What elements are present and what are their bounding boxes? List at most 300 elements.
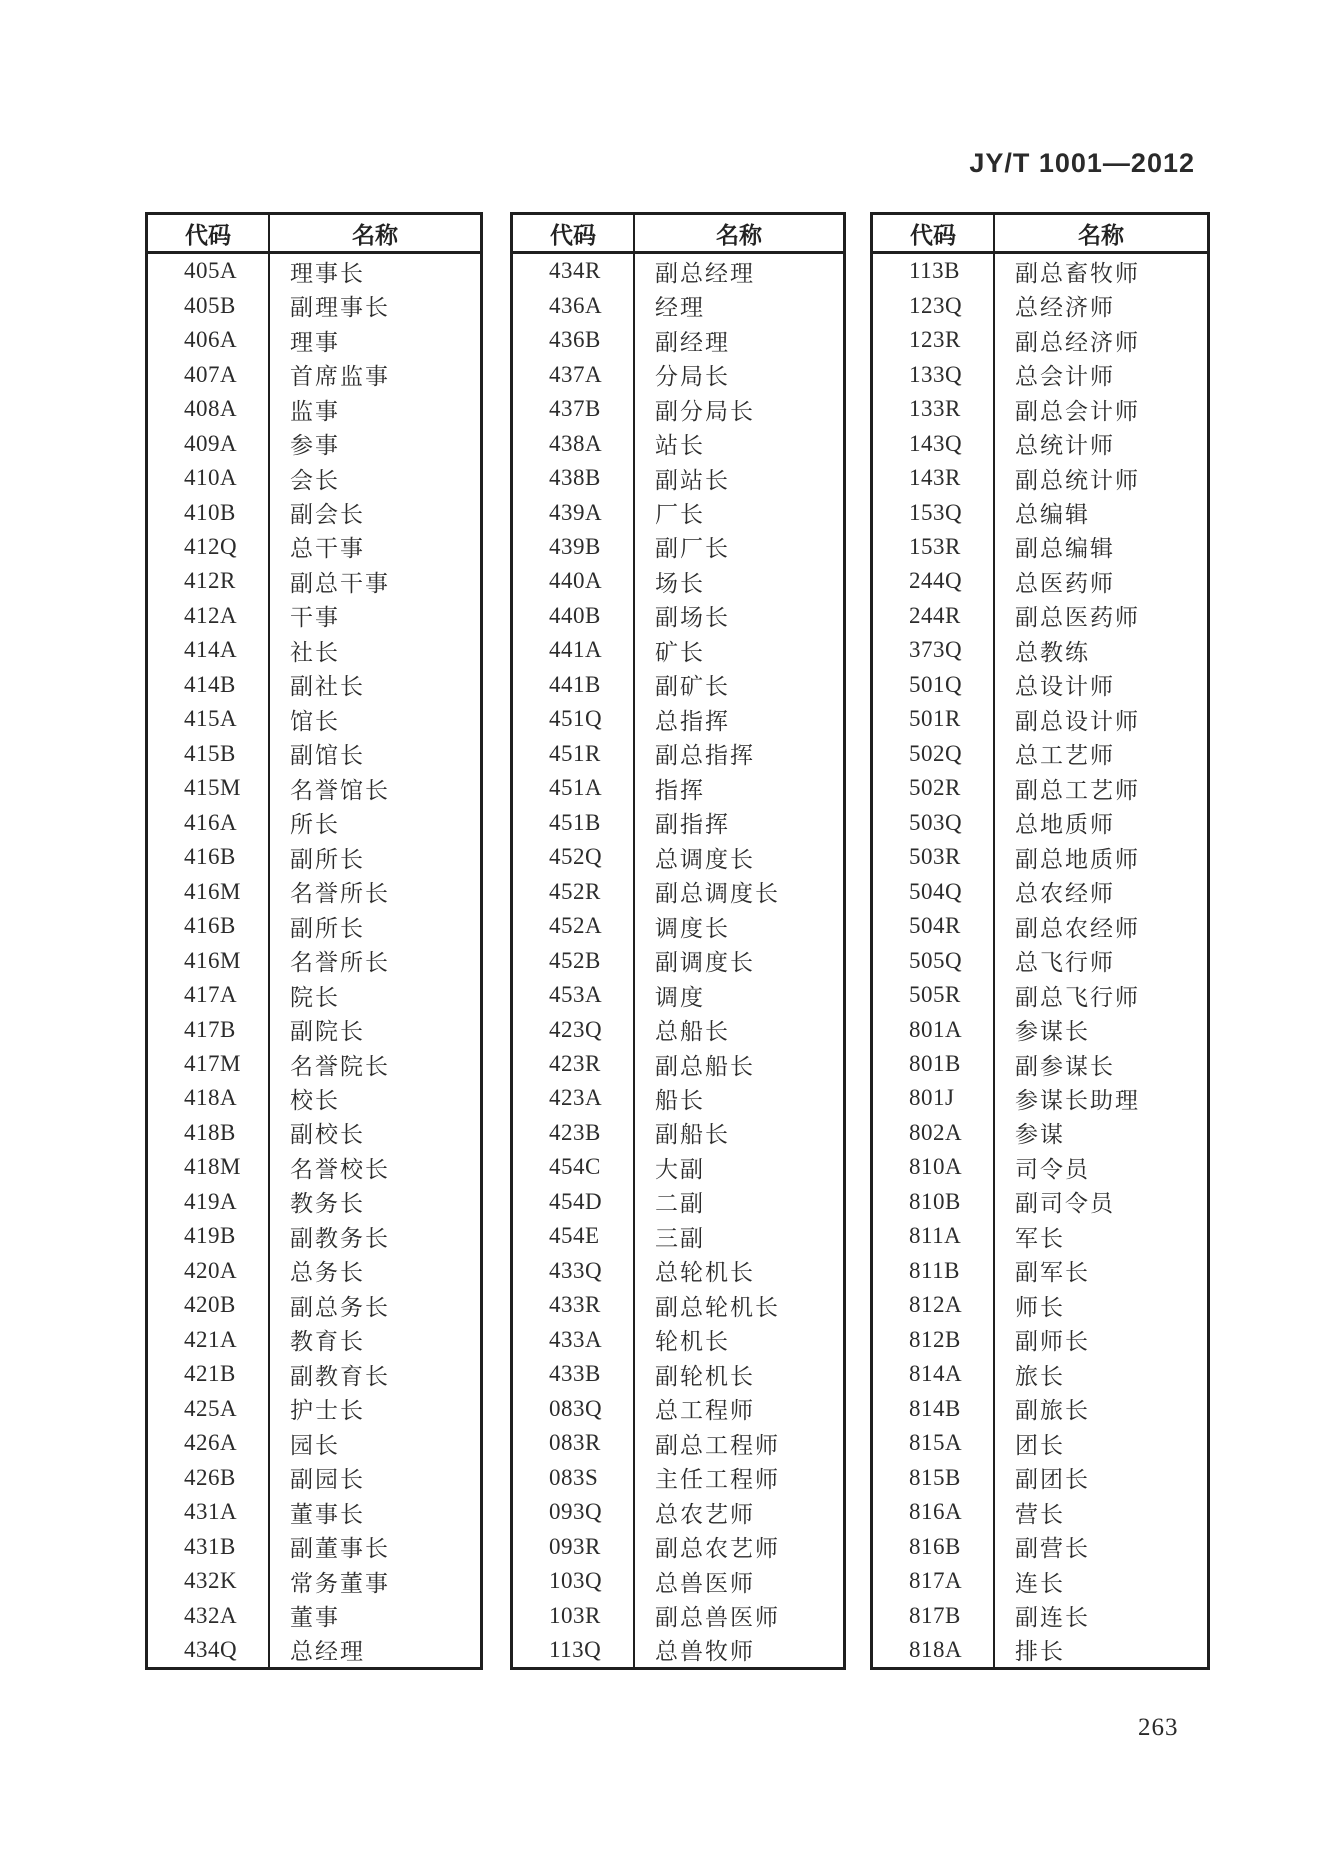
- code-cell: 818A: [873, 1633, 995, 1667]
- name-cell: 连长: [1015, 1570, 1065, 1596]
- table-row: [873, 564, 1207, 598]
- name-cell: 副总轮机长: [655, 1294, 780, 1320]
- table-row: [513, 909, 843, 943]
- code-cell: 504R: [873, 909, 995, 943]
- name-cell: 参谋: [1015, 1122, 1065, 1148]
- code-cell: 244R: [873, 599, 995, 633]
- code-cell: 811A: [873, 1219, 995, 1253]
- name-cell: 副总指挥: [655, 743, 755, 769]
- table-row: [148, 1426, 480, 1460]
- name-cell: 总医药师: [1015, 570, 1115, 596]
- name-cell: 总农艺师: [655, 1501, 755, 1527]
- table-row: [148, 599, 480, 633]
- name-cell: 副总飞行师: [1015, 984, 1140, 1010]
- table-row: [873, 1391, 1207, 1425]
- table-row: [873, 771, 1207, 805]
- code-cell: 083R: [513, 1426, 635, 1460]
- name-cell: 护士长: [290, 1398, 365, 1424]
- code-cell: 416M: [148, 943, 270, 977]
- table-row: [148, 1495, 480, 1529]
- table-row: [148, 1185, 480, 1219]
- name-cell: 副总医药师: [1015, 605, 1140, 631]
- table-row: [873, 357, 1207, 391]
- table-row: [873, 737, 1207, 771]
- name-cell: 副师长: [1015, 1329, 1090, 1355]
- name-cell: 分局长: [655, 364, 730, 390]
- code-cell: 407A: [148, 357, 270, 391]
- code-cell: 439A: [513, 495, 635, 529]
- name-cell: 排长: [1015, 1639, 1065, 1665]
- table-row: [513, 1598, 843, 1632]
- code-cell: 419B: [148, 1219, 270, 1253]
- name-cell: 副营长: [1015, 1536, 1090, 1562]
- code-cell: 433R: [513, 1288, 635, 1322]
- code-cell: 451A: [513, 771, 635, 805]
- name-cell: 副司令员: [1015, 1191, 1115, 1217]
- name-cell: 教务长: [290, 1191, 365, 1217]
- code-cell: 436A: [513, 288, 635, 322]
- table-row: [873, 254, 1207, 288]
- table-row: [873, 806, 1207, 840]
- name-cell: 副院长: [290, 1019, 365, 1045]
- name-cell: 副总会计师: [1015, 398, 1140, 424]
- name-cell: 总指挥: [655, 708, 730, 734]
- table-row: [513, 1150, 843, 1184]
- name-cell: 司令员: [1015, 1156, 1090, 1182]
- table-row: [873, 1185, 1207, 1219]
- code-cell: 423A: [513, 1081, 635, 1115]
- name-cell: 首席监事: [290, 364, 390, 390]
- table-row: [148, 702, 480, 736]
- table-row: [513, 943, 843, 977]
- name-cell: 董事: [290, 1605, 340, 1631]
- code-cell: 801A: [873, 1012, 995, 1046]
- code-cell: 503Q: [873, 806, 995, 840]
- table-row: [873, 461, 1207, 495]
- table-row: [513, 1012, 843, 1046]
- table-header-row: [513, 215, 843, 254]
- name-cell: 总地质师: [1015, 812, 1115, 838]
- table-row: [148, 806, 480, 840]
- code-cell: 415B: [148, 737, 270, 771]
- name-cell: 副总经济师: [1015, 329, 1140, 355]
- table-row: [148, 288, 480, 322]
- code-cell: 423Q: [513, 1012, 635, 1046]
- code-cell: 801B: [873, 1047, 995, 1081]
- table-row: [873, 668, 1207, 702]
- table-body: [513, 254, 843, 1667]
- table-row: [148, 254, 480, 288]
- code-cell: 815B: [873, 1460, 995, 1494]
- code-cell: 410B: [148, 495, 270, 529]
- code-cell: 432K: [148, 1564, 270, 1598]
- name-cell: 大副: [655, 1156, 705, 1182]
- code-cell: 434R: [513, 254, 635, 288]
- code-cell: 123Q: [873, 288, 995, 322]
- table-row: [873, 943, 1207, 977]
- name-cell: 总干事: [290, 536, 365, 562]
- code-cell: 421B: [148, 1357, 270, 1391]
- column-header-name: 名称: [716, 221, 762, 248]
- table-row: [873, 1081, 1207, 1115]
- table-row: [148, 392, 480, 426]
- name-cell: 副军长: [1015, 1260, 1090, 1286]
- code-cell: 810B: [873, 1185, 995, 1219]
- code-cell: 153R: [873, 530, 995, 564]
- table-row: [513, 357, 843, 391]
- name-cell: 副总农经师: [1015, 915, 1140, 941]
- table-row: [873, 874, 1207, 908]
- name-cell: 总船长: [655, 1019, 730, 1045]
- name-cell: 厂长: [655, 502, 705, 528]
- name-cell: 干事: [290, 605, 340, 631]
- code-cell: 815A: [873, 1426, 995, 1460]
- table-row: [148, 874, 480, 908]
- name-cell: 调度长: [655, 915, 730, 941]
- code-cell: 437B: [513, 392, 635, 426]
- code-cell: 452A: [513, 909, 635, 943]
- code-cell: 440A: [513, 564, 635, 598]
- name-cell: 副理事长: [290, 295, 390, 321]
- code-cell: 417M: [148, 1047, 270, 1081]
- code-cell: 423B: [513, 1116, 635, 1150]
- table-row: [513, 1254, 843, 1288]
- name-cell: 社长: [290, 639, 340, 665]
- name-cell: 副所长: [290, 846, 365, 872]
- code-cell: 420A: [148, 1254, 270, 1288]
- table-row: [873, 1598, 1207, 1632]
- column-header-code: 代码: [513, 215, 635, 251]
- table-row: [873, 426, 1207, 460]
- table-row: [513, 1185, 843, 1219]
- code-cell: 812A: [873, 1288, 995, 1322]
- name-cell: 总教练: [1015, 639, 1090, 665]
- table-row: [873, 1012, 1207, 1046]
- code-cell: 143Q: [873, 426, 995, 460]
- table-row: [513, 323, 843, 357]
- name-cell: 副总调度长: [655, 881, 780, 907]
- code-cell: 416B: [148, 909, 270, 943]
- name-cell: 场长: [655, 570, 705, 596]
- name-cell: 副教育长: [290, 1363, 390, 1389]
- table-row: [148, 1460, 480, 1494]
- table-row: [148, 461, 480, 495]
- name-cell: 总工艺师: [1015, 743, 1115, 769]
- table-row: [873, 702, 1207, 736]
- table-row: [148, 1254, 480, 1288]
- name-cell: 会长: [290, 467, 340, 493]
- code-cell: 153Q: [873, 495, 995, 529]
- name-cell: 轮机长: [655, 1329, 730, 1355]
- name-cell: 师长: [1015, 1294, 1065, 1320]
- table-row: [873, 530, 1207, 564]
- table-row: [513, 771, 843, 805]
- code-cell: 420B: [148, 1288, 270, 1322]
- name-cell: 名誉院长: [290, 1053, 390, 1079]
- code-cell: 454D: [513, 1185, 635, 1219]
- code-cell: 505Q: [873, 943, 995, 977]
- table-row: [513, 1047, 843, 1081]
- table-row: [873, 1116, 1207, 1150]
- name-cell: 参谋长助理: [1015, 1087, 1140, 1113]
- code-cell: 811B: [873, 1254, 995, 1288]
- table-header-row: [873, 215, 1207, 254]
- table-row: [873, 599, 1207, 633]
- name-cell: 副总工程师: [655, 1432, 780, 1458]
- table-row: [513, 668, 843, 702]
- code-cell: 083S: [513, 1460, 635, 1494]
- table-row: [148, 1288, 480, 1322]
- table-row: [513, 1391, 843, 1425]
- name-cell: 总飞行师: [1015, 950, 1115, 976]
- table-row: [148, 840, 480, 874]
- code-cell: 418M: [148, 1150, 270, 1184]
- name-cell: 总调度长: [655, 846, 755, 872]
- name-cell: 副总畜牧师: [1015, 260, 1140, 286]
- name-cell: 馆长: [290, 708, 340, 734]
- name-cell: 副馆长: [290, 743, 365, 769]
- code-cell: 412A: [148, 599, 270, 633]
- name-cell: 团长: [1015, 1432, 1065, 1458]
- code-cell: 133R: [873, 392, 995, 426]
- table-row: [148, 1116, 480, 1150]
- table-row: [513, 392, 843, 426]
- table-row: [148, 668, 480, 702]
- name-cell: 副总农艺师: [655, 1536, 780, 1562]
- table-row: [148, 564, 480, 598]
- code-cell: 412Q: [148, 530, 270, 564]
- name-cell: 监事: [290, 398, 340, 424]
- table-body: [873, 254, 1207, 1667]
- code-cell: 814B: [873, 1391, 995, 1425]
- name-cell: 总轮机长: [655, 1260, 755, 1286]
- code-cell: 503R: [873, 840, 995, 874]
- code-cell: 421A: [148, 1323, 270, 1357]
- code-cell: 410A: [148, 461, 270, 495]
- table-row: [148, 1047, 480, 1081]
- name-cell: 副参谋长: [1015, 1053, 1115, 1079]
- name-cell: 教育长: [290, 1329, 365, 1355]
- name-cell: 副船长: [655, 1122, 730, 1148]
- table-row: [873, 1357, 1207, 1391]
- code-cell: 425A: [148, 1391, 270, 1425]
- name-cell: 营长: [1015, 1501, 1065, 1527]
- column-header-name: 名称: [1078, 221, 1124, 248]
- code-table-left: [145, 212, 483, 1670]
- name-cell: 副场长: [655, 605, 730, 631]
- table-row: [873, 1254, 1207, 1288]
- table-row: [873, 288, 1207, 322]
- name-cell: 副经理: [655, 329, 730, 355]
- name-cell: 参谋长: [1015, 1019, 1090, 1045]
- name-cell: 所长: [290, 812, 340, 838]
- name-cell: 理事: [290, 329, 340, 355]
- code-cell: 501R: [873, 702, 995, 736]
- column-header-name: 名称: [352, 221, 398, 248]
- code-cell: 453A: [513, 978, 635, 1012]
- code-cell: 415A: [148, 702, 270, 736]
- code-cell: 434Q: [148, 1633, 270, 1667]
- table-row: [873, 1323, 1207, 1357]
- name-cell: 园长: [290, 1432, 340, 1458]
- name-cell: 指挥: [655, 777, 705, 803]
- code-cell: 417A: [148, 978, 270, 1012]
- table-row: [148, 1357, 480, 1391]
- code-cell: 814A: [873, 1357, 995, 1391]
- name-cell: 总统计师: [1015, 433, 1115, 459]
- code-cell: 244Q: [873, 564, 995, 598]
- code-cell: 433Q: [513, 1254, 635, 1288]
- code-cell: 440B: [513, 599, 635, 633]
- table-row: [148, 1633, 480, 1667]
- code-cell: 802A: [873, 1116, 995, 1150]
- name-cell: 副厂长: [655, 536, 730, 562]
- table-row: [513, 426, 843, 460]
- table-row: [148, 426, 480, 460]
- table-row: [148, 323, 480, 357]
- table-row: [148, 943, 480, 977]
- code-cell: 502Q: [873, 737, 995, 771]
- table-row: [148, 530, 480, 564]
- name-cell: 副分局长: [655, 398, 755, 424]
- table-row: [873, 323, 1207, 357]
- table-row: [513, 461, 843, 495]
- name-cell: 二副: [655, 1191, 705, 1217]
- name-cell: 总经济师: [1015, 295, 1115, 321]
- table-row: [873, 1150, 1207, 1184]
- table-row: [148, 1529, 480, 1563]
- table-row: [148, 633, 480, 667]
- code-cell: 452B: [513, 943, 635, 977]
- table-row: [513, 1219, 843, 1253]
- name-cell: 理事长: [290, 260, 365, 286]
- table-row: [148, 1598, 480, 1632]
- name-cell: 名誉校长: [290, 1156, 390, 1182]
- name-cell: 副总干事: [290, 570, 390, 596]
- code-cell: 093Q: [513, 1495, 635, 1529]
- code-cell: 103Q: [513, 1564, 635, 1598]
- name-cell: 副所长: [290, 915, 365, 941]
- code-cell: 817B: [873, 1598, 995, 1632]
- code-cell: 438B: [513, 461, 635, 495]
- name-cell: 副总船长: [655, 1053, 755, 1079]
- column-header-code: 代码: [873, 215, 995, 251]
- code-cell: 416A: [148, 806, 270, 840]
- table-body: [148, 254, 480, 1667]
- table-row: [873, 1288, 1207, 1322]
- code-cell: 103R: [513, 1598, 635, 1632]
- name-cell: 船长: [655, 1087, 705, 1113]
- table-row: [873, 1047, 1207, 1081]
- name-cell: 总农经师: [1015, 881, 1115, 907]
- name-cell: 名誉所长: [290, 950, 390, 976]
- table-row: [148, 1391, 480, 1425]
- table-row: [873, 840, 1207, 874]
- code-cell: 418A: [148, 1081, 270, 1115]
- code-cell: 423R: [513, 1047, 635, 1081]
- table-row: [513, 978, 843, 1012]
- code-cell: 438A: [513, 426, 635, 460]
- code-cell: 113B: [873, 254, 995, 288]
- table-row: [513, 254, 843, 288]
- code-cell: 504Q: [873, 874, 995, 908]
- table-row: [148, 1150, 480, 1184]
- table-row: [873, 1219, 1207, 1253]
- code-cell: 373Q: [873, 633, 995, 667]
- table-row: [148, 978, 480, 1012]
- name-cell: 总经理: [290, 1639, 365, 1665]
- name-cell: 副园长: [290, 1467, 365, 1493]
- name-cell: 副会长: [290, 502, 365, 528]
- table-row: [148, 737, 480, 771]
- code-cell: 436B: [513, 323, 635, 357]
- code-cell: 113Q: [513, 1633, 635, 1667]
- code-cell: 810A: [873, 1150, 995, 1184]
- code-cell: 441A: [513, 633, 635, 667]
- code-cell: 426A: [148, 1426, 270, 1460]
- table-row: [513, 737, 843, 771]
- table-row: [513, 1633, 843, 1667]
- code-cell: 419A: [148, 1185, 270, 1219]
- name-cell: 旅长: [1015, 1363, 1065, 1389]
- code-table-right: [870, 212, 1210, 1670]
- code-cell: 439B: [513, 530, 635, 564]
- name-cell: 副旅长: [1015, 1398, 1090, 1424]
- name-cell: 名誉所长: [290, 881, 390, 907]
- name-cell: 副总统计师: [1015, 467, 1140, 493]
- code-cell: 083Q: [513, 1391, 635, 1425]
- name-cell: 副总务长: [290, 1294, 390, 1320]
- table-row: [148, 1081, 480, 1115]
- code-cell: 433A: [513, 1323, 635, 1357]
- code-cell: 502R: [873, 771, 995, 805]
- table-row: [873, 495, 1207, 529]
- code-cell: 409A: [148, 426, 270, 460]
- table-row: [148, 495, 480, 529]
- code-cell: 143R: [873, 461, 995, 495]
- name-cell: 副总工艺师: [1015, 777, 1140, 803]
- table-row: [873, 1426, 1207, 1460]
- name-cell: 副总设计师: [1015, 708, 1140, 734]
- table-row: [873, 1529, 1207, 1563]
- code-cell: 418B: [148, 1116, 270, 1150]
- table-row: [148, 1012, 480, 1046]
- name-cell: 副轮机长: [655, 1363, 755, 1389]
- table-row: [873, 978, 1207, 1012]
- name-cell: 三副: [655, 1225, 705, 1251]
- name-cell: 副连长: [1015, 1605, 1090, 1631]
- code-cell: 408A: [148, 392, 270, 426]
- table-row: [148, 771, 480, 805]
- table-row: [873, 1495, 1207, 1529]
- code-cell: 451B: [513, 806, 635, 840]
- code-cell: 414A: [148, 633, 270, 667]
- name-cell: 总会计师: [1015, 364, 1115, 390]
- table-row: [513, 840, 843, 874]
- name-cell: 总务长: [290, 1260, 365, 1286]
- name-cell: 副总经理: [655, 260, 755, 286]
- code-cell: 452Q: [513, 840, 635, 874]
- code-cell: 123R: [873, 323, 995, 357]
- name-cell: 主任工程师: [655, 1467, 780, 1493]
- name-cell: 总兽牧师: [655, 1639, 755, 1665]
- column-header-code: 代码: [148, 215, 270, 251]
- name-cell: 站长: [655, 433, 705, 459]
- code-cell: 812B: [873, 1323, 995, 1357]
- code-cell: 437A: [513, 357, 635, 391]
- table-row: [148, 1564, 480, 1598]
- code-cell: 093R: [513, 1529, 635, 1563]
